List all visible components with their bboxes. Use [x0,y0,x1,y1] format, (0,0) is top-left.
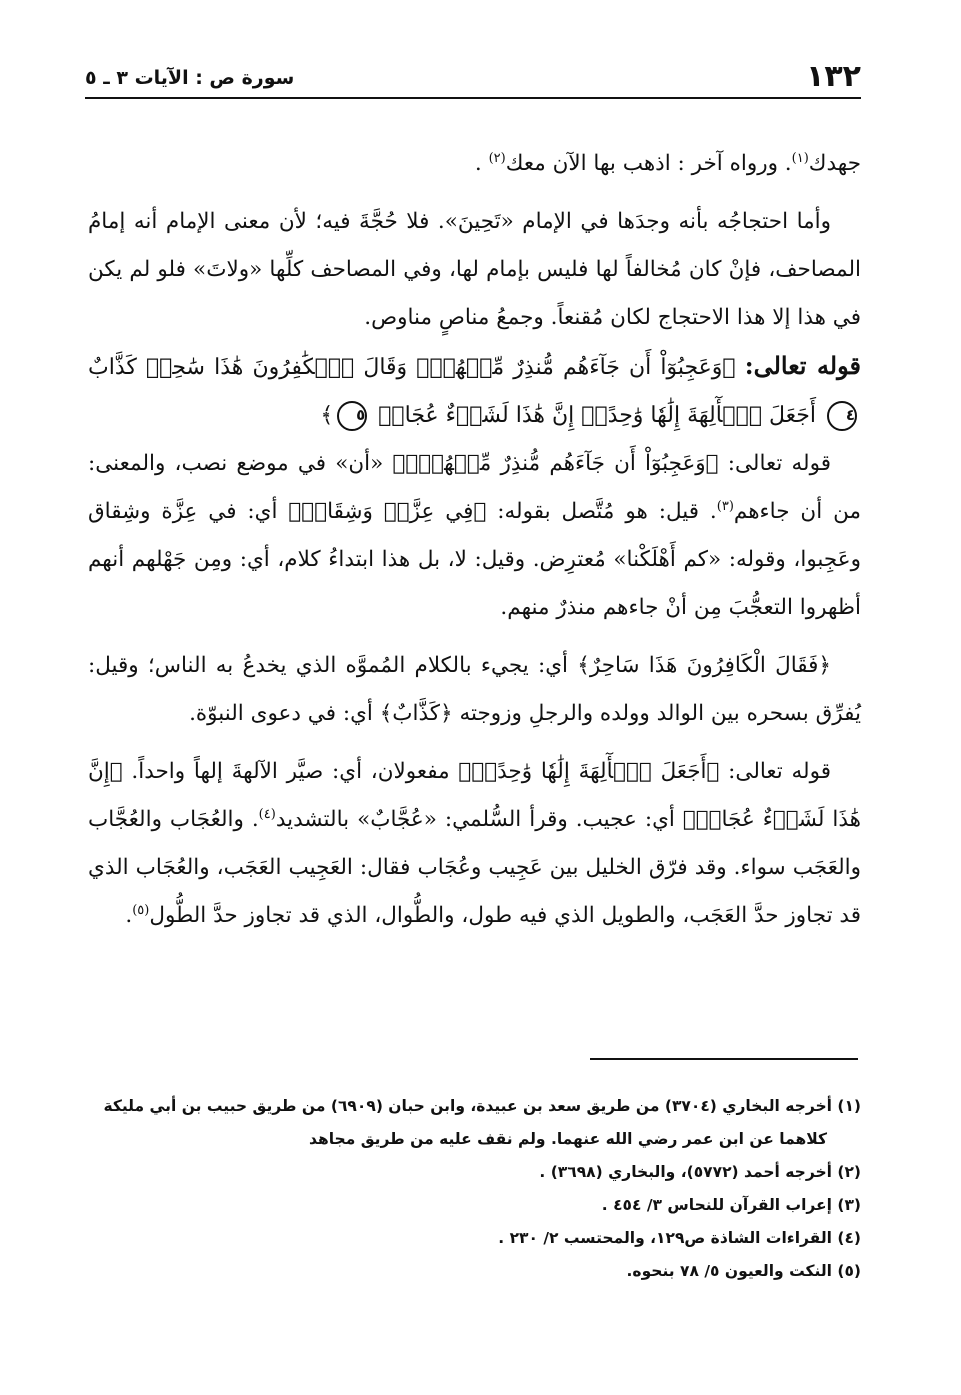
paragraph-4: ﴿فَقَالَ الْكَافِرُونَ هَذَا سَاحِرٌ﴾ أي: يجيء بالكلام المُموَّه الذي يخدعُ به الناس؛ وقيل: يُفرِّق بسحره بين الوالد وولده والرجلِ وزوجته ﴿كَذَّابٌ﴾ أي: في دعوى النبوّة. [88,653,861,726]
footnote-ref-1: (١) [791,150,809,166]
page-header [85,55,861,95]
main-text [88,140,861,940]
verse-text-2: أَجَعَلَ ٱلۡأٓلِهَةَ إِلَٰهٗا وَٰحِدًاۖ إِنَّ هَٰذَا لَشَيۡءٌ عُجَابٞ [378,403,816,428]
page-number: ١٣٢ [806,59,861,94]
verse-text-1: ﴿وَعَجِبُوٓاْ أَن جَآءَهُم مُّنذِرٌ مِّنۡهُمۡۖ وَقَالَ ٱلۡكَٰفِرُونَ هَٰذَا سَٰحِرٞ كَذَّابٌ [88,355,736,380]
header-rule [85,97,861,99]
footnote-4: (٤) القراءات الشاذة ص١٢٩، والمحتسب ٢/ ٢٣٠ . [498,1229,861,1247]
paragraph-2: وأما احتجاجُه بأنه وجدَها في الإمام «تَحِينَ». فلا حُجَّةَ فيه؛ لأن معنى الإمام أنه إمامُ المصاحف، فإنْ كان مُخالفاً لها فليس بإمام لها، وفي المصاحف كلِّها «ولاتَ» فلو لم يكن في هذا إلا هذا الاحتجاج لكان مُقنعاً. وجمعُ مناصٍ مناوص. [88,209,861,330]
quran-verse-block: قوله تعالى: ﴿وَعَجِبُوٓاْ أَن جَآءَهُم مُّنذِرٌ مِّنۡهُمۡۖ وَقَالَ ٱلۡكَٰفِرُونَ هَٰذَا سَٰحِرٞ كَذَّابٌ ٤ أَجَعَلَ ٱلۡأٓلِهَةَ إِلَٰهٗا وَٰحِدًاۖ إِنَّ هَٰذَا لَشَيۡءٌ عُجَابٞ ٥﴾ [88,342,861,440]
ayah-number-5: ٥ [337,401,367,431]
paragraph-5: قوله تعالى: ﴿أَجَعَلَ ٱلۡأٓلِهَةَ إِلَٰهٗا وَٰحِدًاۖ﴾ مفعولان، أي: صيَّر الآلهةَ إلهاً واحداً. ﴿إِنَّ هَٰذَا لَشَيۡءٌ عُجَابٞ﴾ أي: عجيب. وقرأ السُّلمي: «عُجَّابٌ» بالتشديد$^{(٤)}$. والعُجَاب والعُجَّاب والعَجَب سواء. وقد فرّق الخليل بين عَجِيب وعُجَاب فقال: العَجِيب العَجَب، والعُجَاب الذي قد تجاوز حدَّ العَجَب، والطويل الذي فيه طول، والطُّوال، الذي قد تجاوز حدَّ الطُّول$^{(٥)}$. [88,759,861,928]
ayah-number-4: ٤ [827,401,857,431]
paragraph-3: قوله تعالى: ﴿وَعَجِبُوٓاْ أَن جَآءَهُم مُّنذِرٌ مِّنۡهُمۡۖ﴾ «أن» في موضع نصب، والمعنى: من أن جاءهم$^{(٣)}$. قيل: هو مُتَّصل بقوله: ﴿فِي عِزَّةٖ وَشِقَاقٖ﴾ أي: في عِزَّة وشِقاق وعَجِبوا، وقوله: «كم أَهْلَكْنا» مُعترِض. وقيل: لا، بل هذا ابتداءُ كلام، أي: ومِن جَهْلهم أنهم أظهروا التعجُّبَ مِن أنْ جاءهم منذرٌ منهم. [88,451,861,620]
footnote-5: (٥) النكت والعيون ٥/ ٧٨ بنحوه. [626,1262,861,1280]
footnote-1-continued: كلاهما عن ابن عمر رضي الله عنهما. ولم نقف عليه من طريق مجاهد [309,1130,827,1148]
verse-label: قوله تعالى: [744,351,861,380]
running-head: سورة ص : الآيات ٣ ـ ٥ [85,67,295,89]
footnote-2: (٢) أخرجه أحمد (٥٧٧٢)، والبخاري (٣٦٩٨) . [539,1163,861,1181]
footnotes [85,1090,861,1288]
footnote-separator [590,1058,858,1060]
footnote-1: (١) أخرجه البخاري (٣٧٠٤) من طريق سعد بن عبيدة، وابن حبان (٦٩٠٩) من طريق حبيب بن أبي مليكة [103,1097,861,1115]
footnote-3: (٣) إعراب القرآن للنحاس ٣/ ٤٥٤ . [601,1196,861,1214]
footnote-ref-2: (٢) [488,150,506,166]
paragraph-1: جهدك$^{(١)}$. ورواه آخر : اذهب بها الآن معك$^{(٢)}$ . [474,150,861,176]
footnote-ref-4: (٤) [258,806,276,822]
footnote-ref-5: (٥) [132,902,150,918]
footnote-ref-3: (٣) [716,498,734,514]
